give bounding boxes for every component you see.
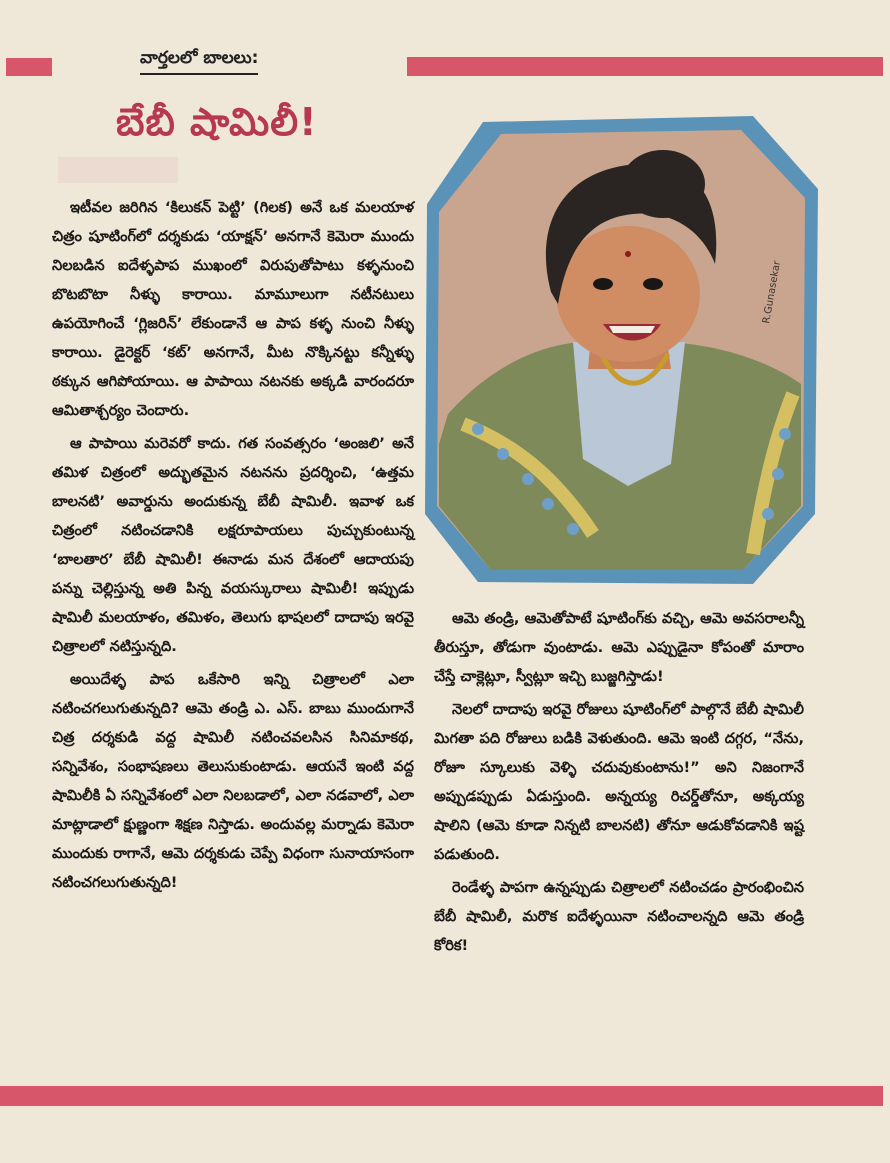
column-label: వార్తలలో బాలలు: <box>140 48 258 75</box>
article-headline: బేబీ షామిలీ! <box>116 100 318 144</box>
paragraph: రెండేళ్ళ పాపగా ఉన్నప్పుడు చిత్రాలలో నటించడం ప్రారంభించిన బేబీ షామిలీ, మరొక ఐదేళ్ళయినా నటించాలన్నది ఆమె తండ్రి కోరిక! <box>434 879 804 954</box>
faint-background-band <box>58 157 178 183</box>
left-eye <box>593 278 613 290</box>
artist-signature: R.Gunasekar <box>761 260 783 325</box>
accent-stripe-bottom <box>0 1086 883 1106</box>
paragraph: ఆమె తండ్రి, ఆమెతోపాటే షూటింగ్‌కు వచ్చి, ఆమె అవసరాలన్నీ తీరుస్తూ, తోడుగా వుంటాడు. ఆమె ఎప్పుడైనా కోపంతో మారాం చేస్తే చాక్లెట్లూ, స్వీట్లూ ఇచ్చి బుజ్జగిస్తాడు! <box>434 610 804 685</box>
hair-bun <box>621 150 705 218</box>
paragraph: ఇటీవల జరిగిన ‘కిలుకన్ పెట్టి’ (గిలక) అనే ఒక మలయాళ చిత్రం షూటింగ్‌లో దర్శకుడు ‘యాక్షన్’ అనగానే కెమెరా ముందు నిలబడిన ఐదేళ్ళపాప ముఖంలో విరుపుతోపాటు కళ్ళనుంచి బొటబొటా నీళ్ళు కారాయి. మామూలుగా నటీనటులు ఉపయోగించే ‘గ్లిజరిన్’ లేకుండానే ఆ పాప కళ్ళ నుంచి నీళ్ళు కారాయి. డైరెక్టర్ ‘కట్’ అనగానే, మీట నొక్కినట్టు కన్నీళ్ళు ఠక్కున ఆగిపోయాయి. ఆ పాపాయి నటనకు అక్కడి వారందరూ ఆమితాశ్చర్యం చెందారు. <box>52 199 414 419</box>
girl-portrait-illustration <box>423 114 823 586</box>
accent-stripe-top-left <box>6 58 52 76</box>
right-eye <box>643 278 663 290</box>
teeth <box>609 326 655 333</box>
bindi <box>625 251 631 257</box>
paragraph: నెలలో దాదాపు ఇరవై రోజులు షూటింగ్‌లో పాల్గొనే బేబీ షామిలీ మిగతా పది రోజులు బడికి వెళుతుంది. ఆమె ఇంటి దగ్గర, “నేను, రోజూ స్కూలుకు వెళ్ళి చదువుకుంటాను!” అని నిజంగానే అప్పుడప్పుడు ఏడుస్తుంది. అన్నయ్య రిచర్డ్‌తోనూ, అక్కయ్య షాలిని (ఆమె కూడా నిన్నటి బాలనటి) తోనూ ఆడుకోవడానికి ఇష్ట పడుతుంది. <box>434 701 804 863</box>
accent-stripe-top-right <box>407 57 883 76</box>
paragraph: అయిదేళ్ళ పాప ఒకేసారి ఇన్ని చిత్రాలలో ఎలా నటించగలుగుతున్నది? ఆమె తండ్రి ఎ. ఎస్. బాబు ముందుగానే చిత్ర దర్శకుడి వద్ద షామిలీ నటించవలసిన సినిమాకథ, సన్నివేశం, సంభాషణలు తెలుసుకుంటాడు. ఆయనే ఇంటి వద్ద షామిలీకి ఏ సన్నివేశంలో ఎలా నిలబడాలో, ఎలా నడవాలో, ఎలా మాట్లాడాలో క్షుణ్ణంగా శిక్షణ నిస్తాడు. అందువల్ల మర్నాడు కెమెరా ముందుకు రాగానే, ఆమె దర్శకుడు చెప్పే విధంగా సునాయాసంగా నటించగలుగుతున్నది! <box>52 671 414 891</box>
paragraph: ఆ పాపాయి మరెవరో కాదు. గత సంవత్సరం ‘అంజలి’ అనే తమిళ చిత్రంలో అద్భుతమైన నటనను ప్రదర్శించి, ‘ఉత్తమ బాలనటి’ అవార్డును అందుకున్న బేబీ షామిలీ. ఇవాళ ఒక చిత్రంలో నటించడానికి లక్షరూపాయలు పుచ్చుకుంటున్న ‘బాలతార’ బేబీ షామిలీ! ఈనాడు మన దేశంలో ఆదాయపు పన్ను చెల్లిస్తున్న అతి పిన్న వయస్కురాలు షామిలీ! ఇప్పుడు షామిలీ మలయాళం, తమిళం, తెలుగు భాషలలో దాదాపు ఇరవై చిత్రాలలో నటిస్తున్నది. <box>52 435 414 655</box>
right-text-column <box>434 604 804 964</box>
left-text-column <box>52 193 414 901</box>
